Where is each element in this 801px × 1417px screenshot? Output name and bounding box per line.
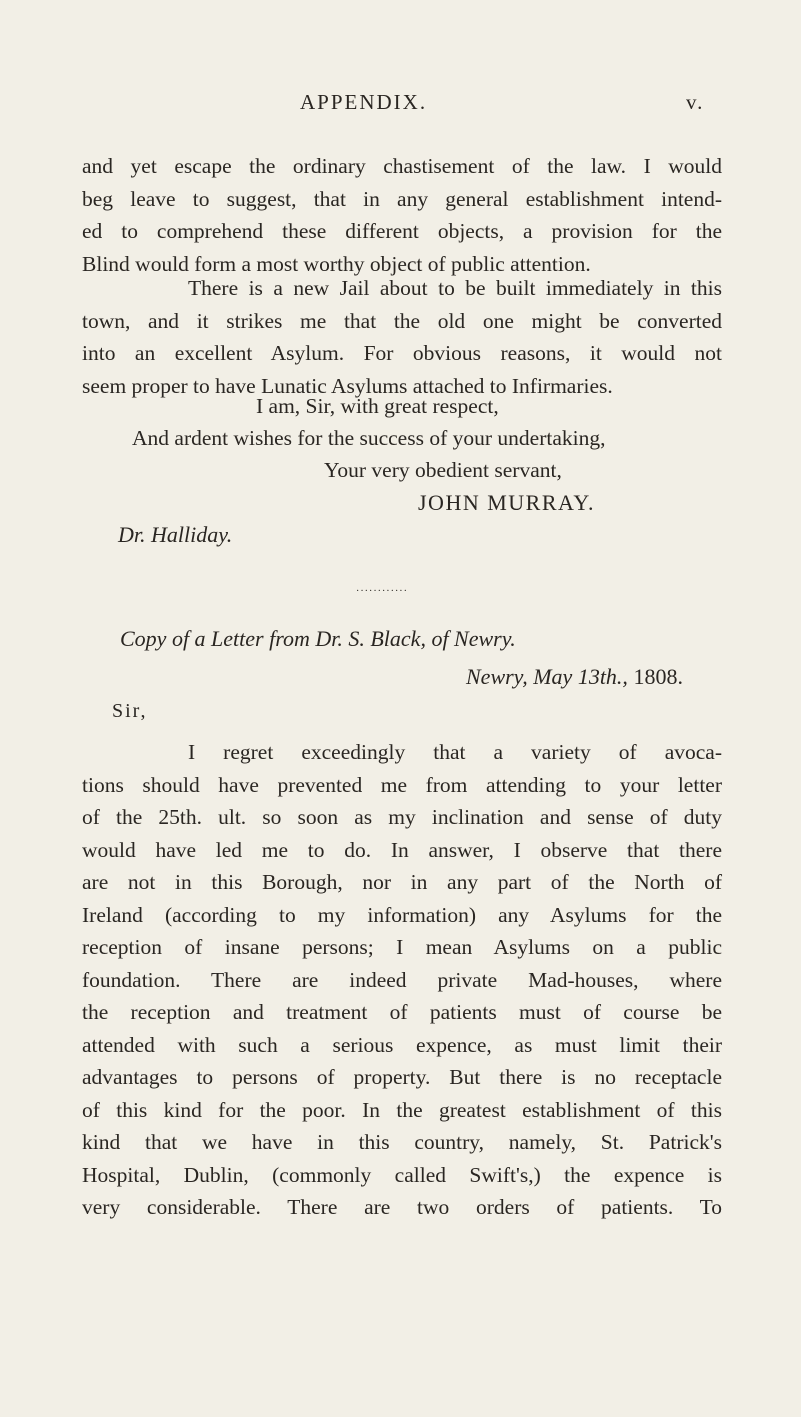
- text-line: Ireland (according to my information) any Asylums for the: [82, 902, 722, 927]
- date-place: Newry, May 13th.,: [466, 664, 628, 689]
- text-line: There is a new Jail about to be built immediately in this: [188, 276, 722, 300]
- text-line: Blind would form a most worthy object of public attention.: [82, 251, 591, 276]
- text-line: foundation. There are indeed private Mad-houses, where: [82, 967, 722, 992]
- text-line: would have led me to do. In answer, I observe that there: [82, 837, 722, 862]
- text-line: tions should have prevented me from attending to your letter: [82, 772, 722, 797]
- closing-line: Your very obedient servant,: [324, 458, 562, 482]
- page-header: [0, 90, 801, 120]
- letter-body: [82, 736, 722, 1224]
- text-line: attended with such a serious expence, as must limit their: [82, 1032, 722, 1057]
- dateline: [466, 664, 683, 690]
- text-line: advantages to persons of property. But there is no receptacle: [82, 1065, 722, 1089]
- text-line: beg leave to suggest, that in any general establishment intend-: [82, 186, 722, 211]
- text-line: town, and it strikes me that the old one might be converted: [82, 308, 722, 333]
- addressee: Dr. Halliday.: [118, 522, 233, 547]
- closing-line: And ardent wishes for the success of your undertaking,: [132, 426, 606, 450]
- section-separator: ············: [356, 586, 408, 597]
- closing-line: I am, Sir, with great respect,: [256, 394, 499, 418]
- text-line: seem proper to have Lunatic Asylums attached to Infirmaries.: [82, 373, 613, 398]
- text-line: the reception and treatment of patients must of course be: [82, 1000, 722, 1024]
- text-line: ed to comprehend these different objects, a provision for the: [82, 219, 722, 243]
- text-line: of the 25th. ult. so soon as my inclination and sense of duty: [82, 805, 722, 829]
- date-year: 1808.: [633, 664, 683, 689]
- paragraph-2: [82, 272, 722, 402]
- paragraph-1: [82, 150, 722, 280]
- text-line: Hospital, Dublin, (commonly called Swift's,) the expence is: [82, 1162, 722, 1187]
- text-line: I regret exceedingly that a variety of avoca-: [188, 740, 722, 764]
- salutation: Sir,: [112, 700, 148, 722]
- running-title: APPENDIX.: [300, 90, 428, 114]
- text-line: into an excellent Asylum. For obvious reasons, it would not: [82, 341, 722, 365]
- signature: JOHN MURRAY.: [418, 490, 595, 515]
- letter-title: Copy of a Letter from Dr. S. Black, of Newry.: [120, 626, 516, 651]
- text-line: very considerable. There are two orders of patients. To: [82, 1195, 722, 1219]
- text-line: and yet escape the ordinary chastisement of the law. I would: [82, 154, 722, 178]
- text-line: kind that we have in this country, namely, St. Patrick's: [82, 1130, 722, 1154]
- text-line: of this kind for the poor. In the greatest establishment of this: [82, 1097, 722, 1122]
- text-line: reception of insane persons; I mean Asylums on a public: [82, 935, 722, 959]
- page-number: v.: [686, 90, 705, 114]
- text-line: are not in this Borough, nor in any part of the North of: [82, 870, 722, 894]
